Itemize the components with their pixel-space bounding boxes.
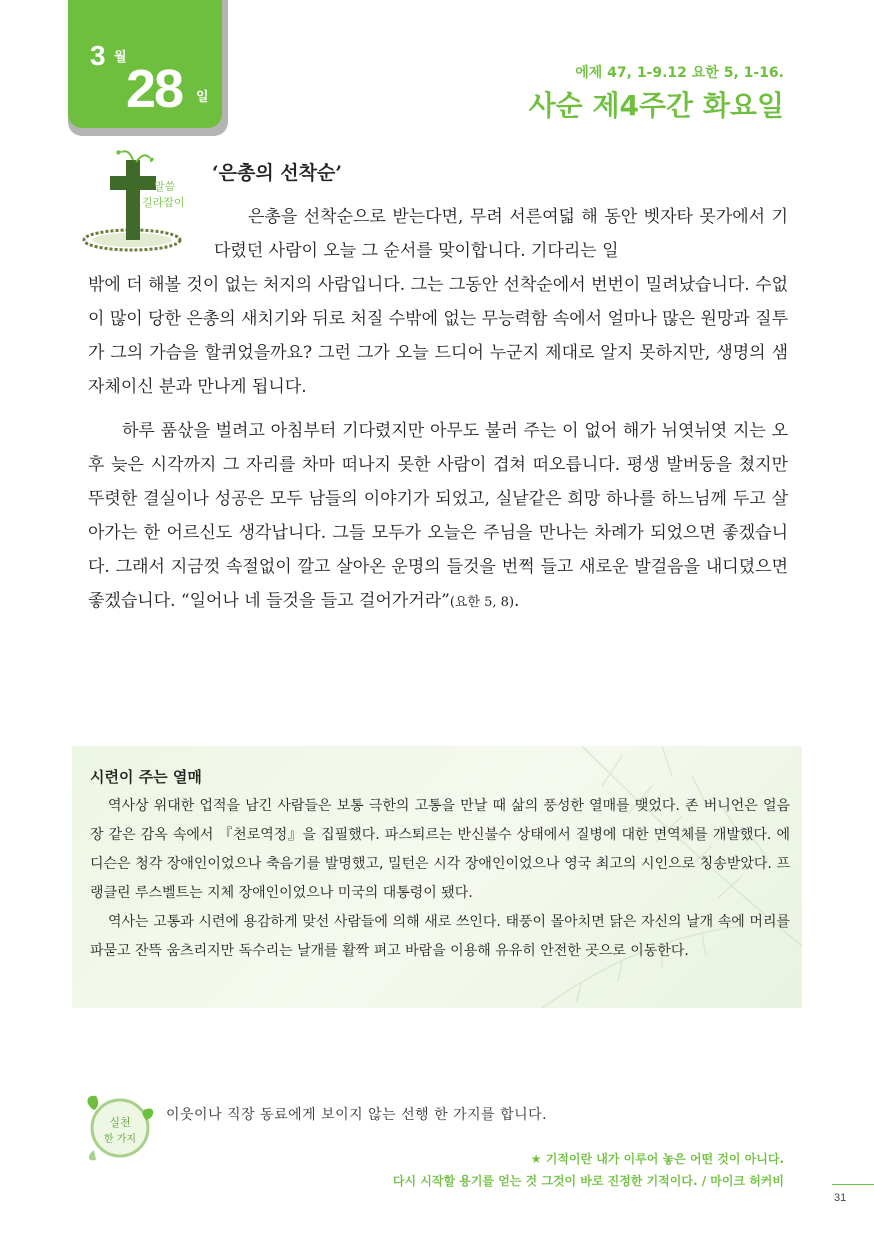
reflection-body [88,268,788,620]
closing-quote [393,1148,784,1192]
day-suffix: 일 [196,90,209,105]
reflection-title: ‘은총의 선착순’ [212,162,342,184]
fruit-box-body [90,792,790,966]
fruit-paragraph-1: 역사상 위대한 업적을 남긴 사람들은 보통 극한의 고통을 만날 때 삶의 풍성한 열매를 맺었다. 존 버니언은 얼음장 같은 감옥 속에서 『천로역정』을 집필했다. 파스퇴르는 반신불수 상태에서 질병에 대한 면역체를 개발했다. 에디슨은 청각 장애인이었으나 축음기를 발명했고, 밀턴은 시각 장애인이었으나 영국 최고의 시인으로 칭송받았다. 프랭클린 루스벨트는 지체 장애인이었으나 미국의 대통령이 됐다. [90,798,790,901]
day-number: 28 [126,59,183,119]
fruit-box-title: 시련이 주는 열매 [90,768,202,786]
badge-word-line2: 길라잡이 [142,196,185,209]
liturgical-day-title: 사순 제4주간 화요일 [528,89,784,122]
fruit-paragraph-2: 역사는 고통과 시련에 용감하게 맞선 사람들에 의해 새로 쓰인다. 태풍이 몰아치면 닭은 자신의 날개 속에 머리를 파묻고 잔뜩 움츠리지만 독수리는 날개를 활짝 펴고 바람을 이용해 유유히 안전한 곳으로 이동한다. [90,914,790,959]
practice-badge-line2: 한 가지 [103,1134,137,1145]
month-suffix: 월 [114,50,127,65]
quote-line-2: 다시 시작할 용기를 얻는 것 그것이 바로 진정한 기적이다. / 마이크 허커비 [392,1174,784,1188]
reflection-paragraph-1-rest: 밖에 더 해볼 것이 없는 처지의 사람입니다. 그는 그동안 선착순에서 번번이 밀려났습니다. 수없이 많이 당한 은총의 새치기와 뒤로 처질 수밖에 없는 무능력함 속에서 얼마나 많은 원망과 질투가 그의 가슴을 할퀴었을까요? 그런 그가 오늘 드디어 누군지 제대로 알지 못하지만, 생명의 샘 자체이신 분과 만나게 됩니다. [88,275,788,397]
date-badge-face [68,0,222,128]
paragraph-end: . [514,591,520,611]
reflection-paragraph-1-start: 은총을 선착순으로 받는다면, 무려 서른여덟 해 동안 벳자타 못가에서 기다렸던 사람이 오늘 그 순서를 맞이합니다. 기다리는 일 [214,207,788,261]
fruit-of-trial-box [72,746,802,1008]
badge-word-line1: 말씀 [154,180,176,193]
cross-with-crown-of-thorns-icon [80,148,192,256]
scripture-citation: (요한 5, 8) [449,595,515,610]
reflection-paragraph-2 [88,414,788,620]
practice-text: 이웃이나 직장 동료에게 보이지 않는 선행 한 가지를 합니다. [166,1107,548,1123]
reflection-paragraph-2-text: 하루 품삯을 벌려고 아침부터 기다렸지만 아무도 불러 주는 이 없어 해가 뉘엿뉘엿 지는 오후 늦은 시각까지 그 자리를 차마 떠나지 못한 사람이 겹쳐 떠오릅니다. 평생 발버둥을 쳤지만 뚜렷한 결실이나 성공은 모두 남들의 이야기가 되었고, 실낱같은 희망 하나를 하느님께 두고 살아가는 한 어르신도 생각납니다. 그들 모두가 오늘은 주님을 만나는 차례가 되었으면 좋겠습니다. 그래서 지금껏 속절없이 깔고 살아온 운명의 들것을 번쩍 들고 새로운 발걸음을 내디뎠으면 좋겠습니다. “일어나 네 들것을 들고 걸어가거라” [88,421,788,611]
page-number-rule [832,1184,874,1185]
date-badge [68,0,228,136]
quote-line-1: ★ 기적이란 내가 이루어 놓은 어떤 것이 아니다. [530,1152,784,1166]
scripture-reference: 에제 47, 1-9.12 요한 5, 1-16. [575,65,784,81]
page-number: 31 [834,1192,847,1204]
month-number: 3 [90,40,106,71]
practice-leaf-badge-icon [80,1090,160,1162]
practice-badge-line1: 실천 [109,1116,131,1129]
